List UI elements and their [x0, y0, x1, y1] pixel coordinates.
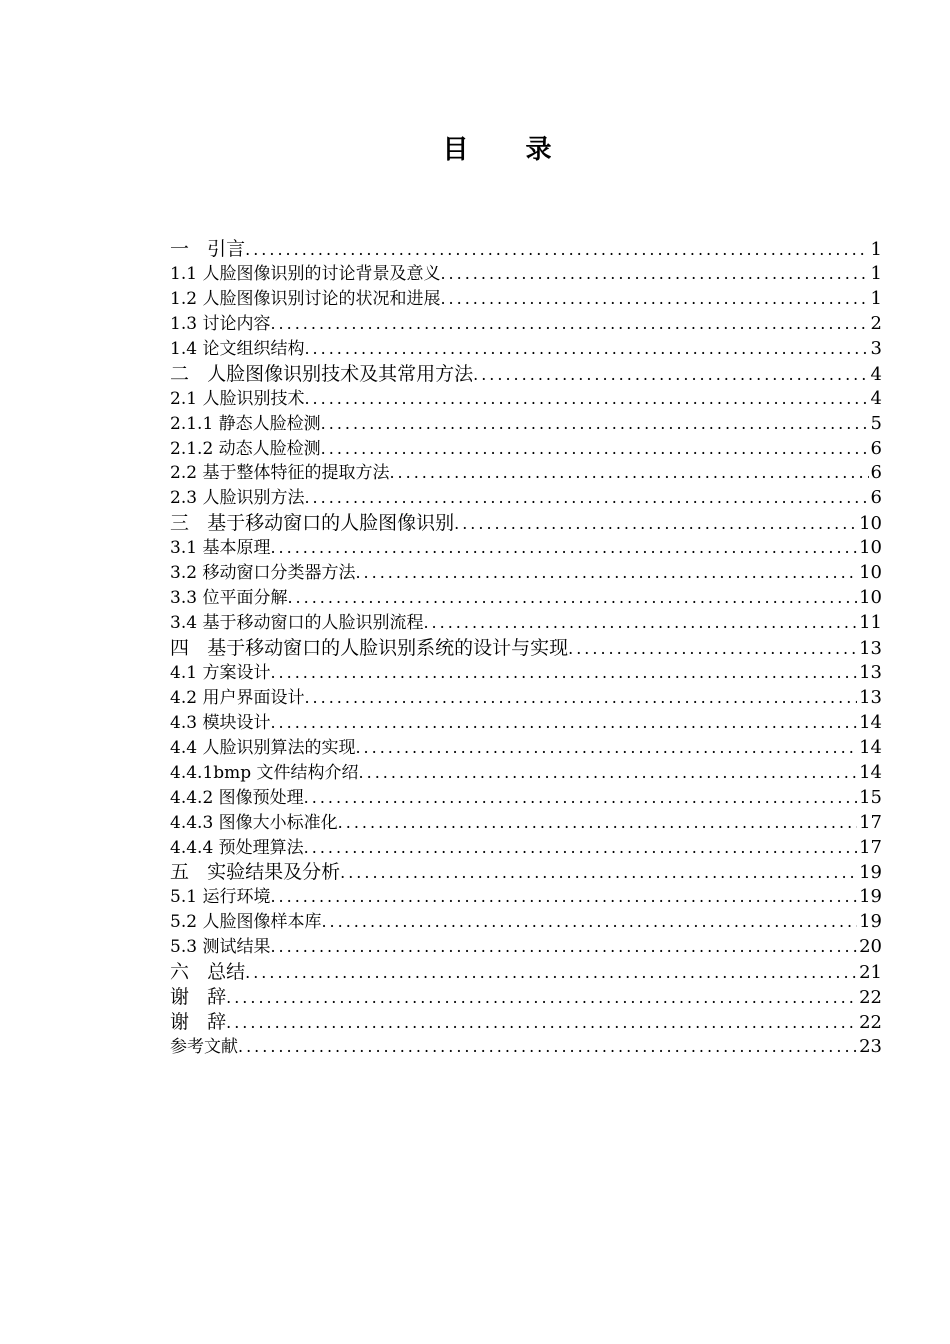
toc-page-number: 4	[870, 363, 882, 385]
toc-page-number: 19	[859, 862, 882, 884]
toc-page-number: 1	[870, 287, 882, 309]
toc-entry-label: 5.2 人脸图像样本库	[170, 912, 322, 933]
toc-dot-leader	[440, 262, 868, 287]
toc-entry[interactable]	[170, 412, 882, 437]
toc-dot-leader	[270, 661, 857, 686]
toc-entry-label: 参考文献	[170, 1037, 238, 1057]
toc-dot-leader	[304, 836, 857, 861]
toc-dot-leader	[304, 387, 868, 412]
toc-dot-leader	[359, 761, 858, 786]
toc-dot-leader	[321, 437, 869, 462]
toc-entry[interactable]	[170, 486, 882, 511]
toc-entry[interactable]	[170, 262, 882, 287]
toc-entry-label: 三 基于移动窗口的人脸图像识别	[170, 512, 455, 535]
toc-page-number: 22	[859, 987, 882, 1009]
toc-entry[interactable]	[170, 686, 882, 711]
toc-entry-label: 4.4.4 预处理算法	[170, 837, 304, 858]
toc-page-number: 6	[870, 487, 882, 509]
toc-entry[interactable]	[170, 711, 882, 736]
toc-page-number: 10	[859, 537, 882, 559]
toc-entry[interactable]	[170, 736, 882, 761]
toc-entry-label: 3.2 移动窗口分类器方法	[170, 563, 356, 584]
toc-entry-label: 2.3 人脸识别方法	[170, 488, 305, 509]
toc-page-number: 6	[870, 437, 882, 459]
toc-page-number: 11	[859, 612, 882, 634]
toc-entry[interactable]	[170, 611, 882, 636]
toc-page-number: 13	[859, 638, 882, 659]
toc-dot-leader	[304, 337, 868, 362]
toc-entry[interactable]	[170, 860, 882, 885]
toc-page-number: 10	[859, 562, 882, 584]
toc-entry[interactable]	[170, 960, 882, 985]
toc-entry-label: 3.1 基本原理	[170, 538, 271, 559]
toc-dot-leader	[338, 811, 857, 836]
toc-entry-label: 2.1.2 动态人脸检测	[170, 438, 321, 459]
toc-dot-leader	[226, 1011, 857, 1035]
toc-dot-leader	[270, 312, 868, 337]
toc-dot-leader	[454, 512, 857, 536]
toc-entry[interactable]	[170, 312, 882, 337]
toc-entry-label: 2.2 基于整体特征的提取方法	[170, 463, 390, 484]
toc-entry-label: 谢 辞	[170, 986, 227, 1009]
toc-entry-label: 5.3 测试结果	[170, 937, 271, 958]
toc-entry-label: 5.1 运行环境	[170, 887, 271, 908]
toc-entry-label: 3.3 位平面分解	[170, 588, 288, 609]
toc-entry-label: 谢 辞	[170, 1011, 227, 1034]
toc-page-number: 14	[859, 736, 882, 758]
toc-entry[interactable]	[170, 387, 882, 412]
toc-dot-leader	[568, 637, 857, 661]
toc-entry[interactable]	[170, 786, 882, 811]
toc-dot-leader	[226, 986, 857, 1010]
toc-entry-label: 2.1.1 静态人脸检测	[170, 413, 321, 434]
toc-entry[interactable]	[170, 985, 882, 1010]
toc-dot-leader	[321, 910, 857, 935]
toc-entry[interactable]	[170, 836, 882, 861]
toc-page-number: 3	[870, 337, 882, 359]
toc-page-number: 17	[859, 811, 882, 833]
toc-page-number: 5	[870, 412, 882, 434]
toc-dot-leader	[287, 586, 857, 611]
toc-page-number: 15	[859, 786, 882, 808]
toc-page-number: 20	[859, 936, 882, 958]
toc-entry[interactable]	[170, 661, 882, 686]
toc-entry-label: 1.1 人脸图像识别的讨论背景及意义	[170, 263, 441, 284]
table-of-contents	[170, 237, 882, 1060]
toc-page-number: 1	[870, 239, 882, 260]
toc-entry[interactable]	[170, 586, 882, 611]
toc-entry[interactable]	[170, 536, 882, 561]
toc-dot-leader	[270, 935, 857, 960]
toc-dot-leader	[270, 536, 857, 561]
toc-entry-label: 4.4.3 图像大小标准化	[170, 812, 338, 833]
toc-dot-leader	[340, 861, 857, 885]
toc-page-number: 22	[859, 1012, 882, 1034]
toc-page-number: 19	[859, 886, 882, 908]
toc-entry-label: 1.4 论文组织结构	[170, 338, 305, 359]
toc-entry-label: 4.4.2 图像预处理	[170, 787, 304, 808]
toc-entry[interactable]	[170, 287, 882, 312]
toc-dot-leader	[270, 711, 857, 736]
toc-page-number: 21	[859, 962, 882, 984]
toc-entry[interactable]	[170, 511, 882, 536]
toc-entry-label: 4.1 方案设计	[170, 662, 271, 683]
toc-entry[interactable]	[170, 461, 882, 486]
toc-entry-label: 二 人脸图像识别技术及其常用方法	[170, 362, 474, 385]
toc-entry[interactable]	[170, 885, 882, 910]
toc-entry[interactable]	[170, 1035, 882, 1060]
toc-entry[interactable]	[170, 935, 882, 960]
toc-page-number: 4	[870, 387, 882, 409]
toc-page-number: 14	[859, 711, 882, 733]
toc-page-number: 19	[859, 911, 882, 933]
toc-title: 目 录	[442, 135, 576, 165]
toc-entry[interactable]	[170, 636, 882, 661]
toc-entry-label: 2.1 人脸识别技术	[170, 388, 305, 409]
toc-entry-label: 五 实验结果及分析	[170, 861, 341, 884]
toc-entry-label: 六 总结	[170, 961, 246, 984]
toc-entry-label: 4.4.1bmp 文件结构介绍	[170, 762, 359, 783]
toc-dot-leader	[245, 238, 868, 262]
toc-entry-label: 一 引言	[170, 238, 246, 260]
toc-entry-label: 1.3 讨论内容	[170, 313, 271, 334]
toc-entry[interactable]	[170, 811, 882, 836]
toc-entry-label: 四 基于移动窗口的人脸识别系统的设计与实现	[170, 637, 569, 659]
toc-dot-leader	[238, 1035, 857, 1060]
toc-entry-label: 3.4 基于移动窗口的人脸识别流程	[170, 613, 424, 634]
toc-page-number: 6	[870, 462, 882, 484]
toc-page-number: 10	[859, 513, 882, 535]
toc-dot-leader	[355, 561, 857, 586]
toc-dot-leader	[473, 363, 868, 387]
toc-entry[interactable]	[170, 437, 882, 462]
toc-entry[interactable]	[170, 561, 882, 586]
toc-page-number: 14	[859, 761, 882, 783]
toc-page-number: 10	[859, 587, 882, 609]
toc-entry-label: 4.4 人脸识别算法的实现	[170, 737, 356, 758]
toc-entry[interactable]	[170, 910, 882, 935]
toc-dot-leader	[321, 412, 869, 437]
toc-page-number: 17	[859, 836, 882, 858]
toc-dot-leader	[355, 736, 857, 761]
toc-entry[interactable]	[170, 362, 882, 387]
toc-entry-label: 1.2 人脸图像识别讨论的状况和进展	[170, 288, 441, 309]
toc-dot-leader	[304, 686, 857, 711]
toc-page-number: 13	[859, 686, 882, 708]
toc-page-number: 13	[859, 661, 882, 683]
toc-dot-leader	[304, 786, 857, 811]
toc-entry[interactable]	[170, 237, 882, 262]
toc-dot-leader	[389, 461, 868, 486]
toc-dot-leader	[304, 486, 868, 511]
toc-page-number: 23	[859, 1036, 882, 1057]
toc-entry[interactable]	[170, 1010, 882, 1035]
toc-dot-leader	[245, 961, 857, 985]
toc-entry-label: 4.2 用户界面设计	[170, 687, 305, 708]
toc-page-number: 2	[870, 312, 882, 334]
toc-entry[interactable]	[170, 337, 882, 362]
toc-entry[interactable]	[170, 761, 882, 786]
toc-dot-leader	[423, 611, 857, 636]
toc-entry-label: 4.3 模块设计	[170, 712, 271, 733]
toc-page-number: 1	[870, 262, 882, 284]
toc-dot-leader	[440, 287, 868, 312]
toc-dot-leader	[270, 885, 857, 910]
